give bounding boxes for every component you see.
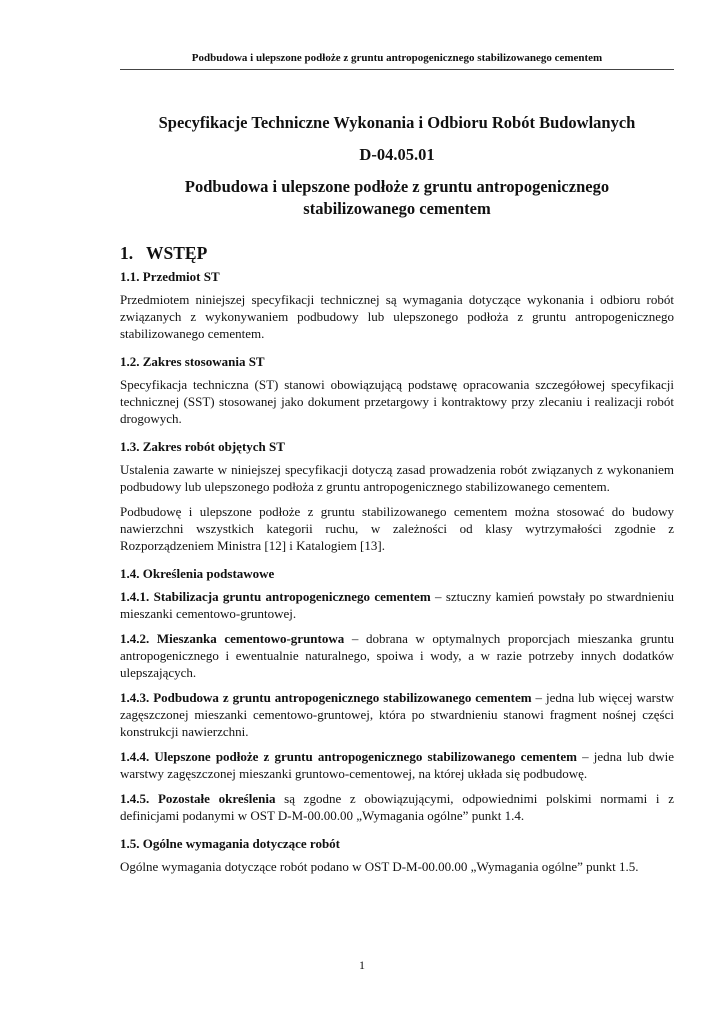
definition-1-4-2 [120,630,674,681]
paragraph-1-5: Ogólne wymagania dotyczące robót podano w OST D-M-00.00.00 „Wymagania ogólne” punkt 1.5. [120,859,639,874]
definition-text: – dobrana w optymalnych proporcjach mieszanka gruntu antropogenicznego i ewentualnie naturalnego, spoiwa i wody, a w razie potrzeby innych dodatków ulepszających. [120,631,674,680]
definition-text: – jedna lub więcej warstw zagęszczonej mieszanki cementowo-gruntowej, która po stwardnieniu stanowi fragment nośnej części konstrukcji nawierzchni. [120,690,674,739]
document-subject [120,176,674,220]
section-heading-wstep [120,242,674,264]
definition-1-4-1 [120,588,674,622]
header-divider [120,69,674,70]
definition-term: 1.4.2. Mieszanka cementowo-gruntowa [120,631,345,646]
definition-1-4-4 [120,748,674,782]
subsection-heading-1-1: 1.1. Przedmiot ST [120,269,220,284]
definition-text: – jedna lub dwie warstwy zagęszczonej mieszanki gruntowo-cementowej, na której układa się podbudowę. [120,749,674,781]
page-number: 1 [359,958,365,972]
paragraph-1-2: Specyfikacja techniczna (ST) stanowi obowiązującą podstawę opracowania szczegółowej specyfikacji technicznej (SST) stosowanej jako dokument przetargowy i kontraktowy przy zlecaniu i realizacji robót drogowych. [120,377,674,426]
paragraph-1-1: Przedmiotem niniejszej specyfikacji technicznej są wymagania dotyczące wykonania i odbioru robót związanych z wykonywaniem podbudowy lub ulepszonego podłoża z gruntu antropogenicznego stabilizowanego cementem. [120,292,674,341]
definition-text: są zgodne z obowiązującymi, odpowiednimi polskimi normami i z definicjami podanymi w OST D-M-00.00.00 „Wymagania ogólne” punkt 1.4. [120,791,674,823]
document-code: D-04.05.01 [359,145,435,164]
subsection-heading-1-5: 1.5. Ogólne wymagania dotyczące robót [120,836,341,851]
section-number: 1. [120,243,134,263]
paragraph-1-3-b: Podbudowę i ulepszone podłoże z gruntu stabilizowanego cementem można stosować do budowy nawierzchni wszystkich kategorii ruchu, w zależności od klasy wytrzymałości zgodnie z Rozporządzeniem Ministra [12] i Katalogiem [13]. [120,504,674,553]
definition-text: – sztuczny kamień powstały po stwardnieniu mieszanki cementowo-gruntowej. [120,589,674,621]
subsection-heading-1-4: 1.4. Określenia podstawowe [120,566,275,581]
paragraph-1-3-a: Ustalenia zawarte w niniejszej specyfikacji dotyczą zasad prowadzenia robót związanych z wykonaniem podbudowy lub ulepszonego podłoża z gruntu antropogenicznego stabilizowanego cementem. [120,462,674,494]
subsection-heading-1-2: 1.2. Zakres stosowania ST [120,354,265,369]
definition-term: 1.4.5. Pozostałe określenia [120,791,276,806]
subsection-heading-1-3: 1.3. Zakres robót objętych ST [120,439,285,454]
section-title: WSTĘP [146,243,208,263]
definition-term: 1.4.1. Stabilizacja gruntu antropogenicznego cementem [120,589,431,604]
document-subject-line-2: stabilizowanego cementem [303,199,491,218]
page-content [120,112,674,883]
definition-1-4-5 [120,790,674,824]
document-title: Specyfikacje Techniczne Wykonania i Odbioru Robót Budowlanych [158,113,636,132]
definition-term: 1.4.4. Ulepszone podłoże z gruntu antropogenicznego stabilizowanego cementem [120,749,577,764]
definition-term: 1.4.3. Podbudowa z gruntu antropogenicznego stabilizowanego cementem [120,690,532,705]
definition-1-4-3 [120,689,674,740]
running-header: Podbudowa i ulepszone podłoże z gruntu antropogenicznego stabilizowanego cementem [191,52,603,64]
document-subject-line-1: Podbudowa i ulepszone podłoże z gruntu antropogenicznego [184,177,610,196]
